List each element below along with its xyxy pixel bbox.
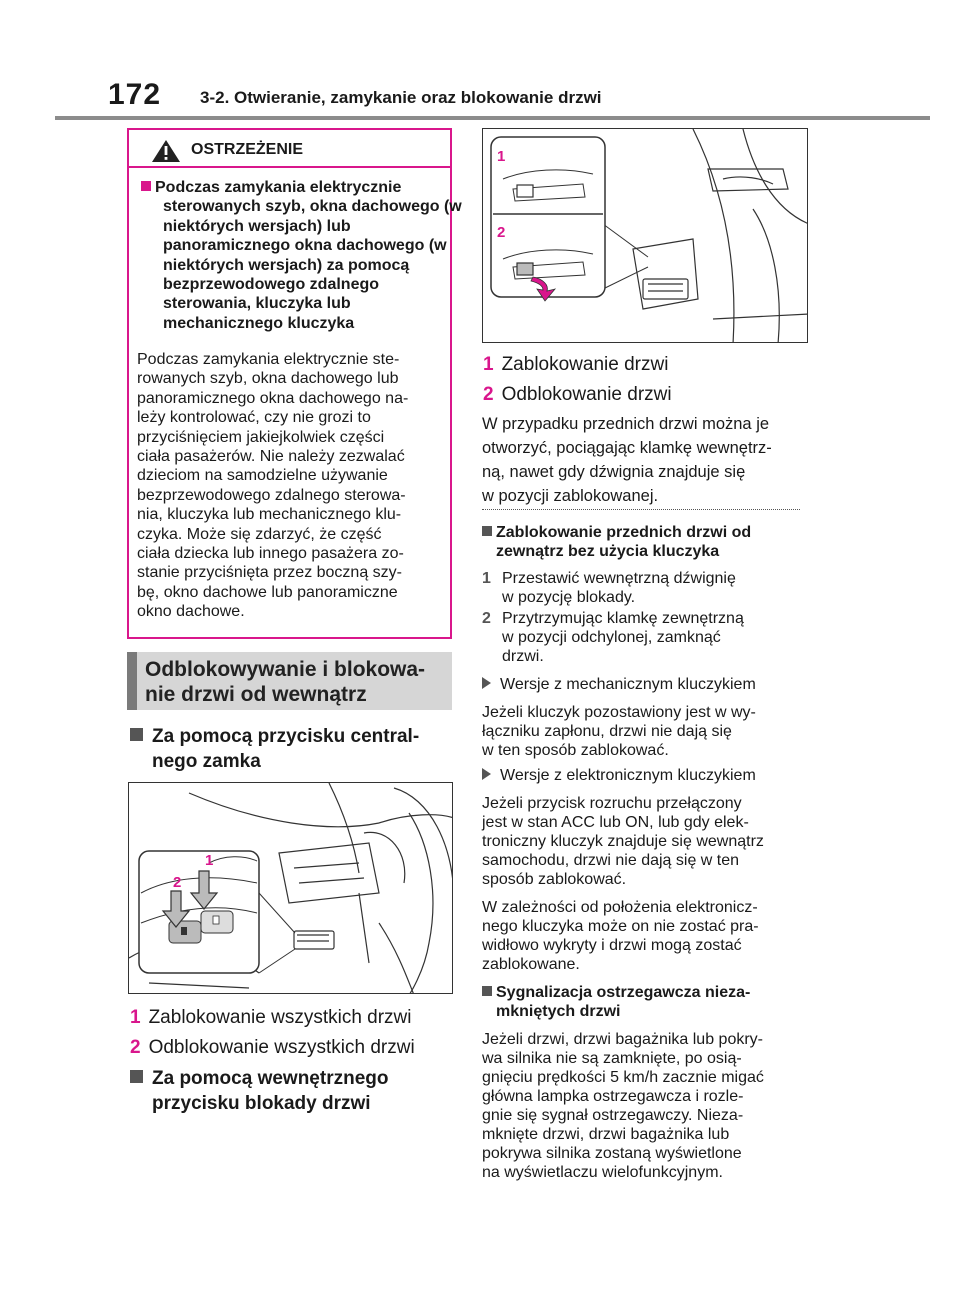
list-item: 1 Zablokowanie drzwi xyxy=(483,354,669,375)
header-rule xyxy=(55,116,930,120)
figure-central-lock xyxy=(128,782,453,994)
triangle-arrow-icon xyxy=(482,677,491,689)
bullet-square-icon xyxy=(482,986,492,996)
subheading-lock-without-key: Zablokowanie przednich drzwi od zewnątrz bez użycia kluczyka xyxy=(482,523,751,561)
warning-body: Podczas zamykania elektrycznie ste- rowanych szyb, okna dachowego lub panoramicznego okna dachowego na- leży kontrolować, czy nie grozi to przyciśnięciem jakiejkolwiek części ciała pasażerów. Nie należy zezwalać dzieciom na samodzielne używanie bezprzewodowego zdalnego sterowa- nia, kluczyka lub mechanicznego klu- czyka. Może się zdarzyć, że część ciała dziecka lub innego pasażera zo- stanie przyciśnięta przez boczną szy- bę, okno dachowe lub panoramiczne okno dachowe. xyxy=(137,351,409,621)
paragraph-door-warning: Jeżeli drzwi, drzwi bagażnika lub pokry- wa silnika nie są zamknięte, po osią- gnięciu prędkości 5 km/h zacznie migać główna lampka ostrzegawcza i rozle- gnie się sygnał ostrzegawczy. Nieza- mknięte drzwi, drzwi bagażnika lub pokrywa silnika zostaną wyświetlone na wyświetlaczu wielofunkcyjnym. xyxy=(482,1031,764,1181)
figure-door-lock xyxy=(482,128,808,343)
paragraph-front-doors: W przypadku przednich drzwi można je otworzyć, pociągając klamkę wewnętrz- ną, nawet gdy dźwignia znajduje się w pozycji zablokowanej. xyxy=(482,415,772,505)
section-heading xyxy=(127,652,452,710)
warning-header xyxy=(129,130,450,168)
bullet-square-icon xyxy=(482,526,492,536)
paragraph-electronic-key: Jeżeli przycisk rozruchu przełączony jest w stan ACC lub ON, lub gdy elek- troniczny kluczyk znajduje się wewnątrz samochodu, drzwi nie dają się w ten sposób zablokować. xyxy=(482,795,764,888)
subheading-central-lock: Za pomocą przycisku central- nego zamka xyxy=(130,724,419,774)
fig2-label-1: 1 xyxy=(497,148,506,165)
variant-mechanical-key: Wersje z mechanicznym kluczykiem xyxy=(482,675,756,694)
list-item: 1 Zablokowanie wszystkich drzwi xyxy=(130,1007,412,1028)
list-item: 2 Odblokowanie wszystkich drzwi xyxy=(130,1037,415,1058)
fig1-label-2: 2 xyxy=(173,874,182,891)
paragraph-mechanical-key: Jeżeli kluczyk pozostawiony jest w wy- łączniku zapłonu, drzwi nie dają się w ten sposób zablokować. xyxy=(482,704,756,759)
fig1-label-1: 1 xyxy=(205,852,214,869)
triangle-arrow-icon xyxy=(482,768,491,780)
step-item: 2 Przytrzymując klamkę zewnętrzną w pozycji odchylonej, zamknąć drzwi. xyxy=(482,610,744,665)
warning-heading: Podczas zamykania elektrycznie sterowanych szyb, okna dachowego (w niektórych wersjach) lub panoramicznego okna dachowego (w niektórych wersjach) za pomocą bezprzewodowego zdalnego sterowania, kluczyka lub mechanicznego kluczyka xyxy=(141,178,468,333)
bullet-square-icon xyxy=(141,181,151,191)
warning-icon xyxy=(151,139,181,163)
dashboard-illustration xyxy=(129,783,453,994)
variant-electronic-key: Wersje z elektronicznym kluczykiem xyxy=(482,766,756,785)
subheading-inner-lock-button: Za pomocą wewnętrznego przycisku blokady drzwi xyxy=(130,1066,388,1116)
bullet-square-icon xyxy=(130,728,143,741)
step-item: 1 Przestawić wewnętrzną dźwignię w pozycję blokady. xyxy=(482,570,736,606)
fig2-label-2: 2 xyxy=(497,224,506,241)
bullet-square-icon xyxy=(130,1070,143,1083)
section-title: 3-2. Otwieranie, zamykanie oraz blokowanie drzwi xyxy=(200,88,602,107)
warning-title: OSTRZEŻENIE xyxy=(191,141,304,158)
paragraph-key-detection: W zależności od położenia elektronicz- nego kluczyka może on nie zostać pra- widłowo wykryty i drzwi mogą zostać zablokowane. xyxy=(482,899,759,973)
section-heading-text: Odblokowywanie i blokowa- nie drzwi od wewnątrz xyxy=(145,658,426,706)
subheading-door-warning: Sygnalizacja ostrzegawcza nieza- mkniętych drzwi xyxy=(482,983,750,1021)
divider xyxy=(482,509,800,510)
list-item: 2 Odblokowanie drzwi xyxy=(483,384,672,405)
warning-box xyxy=(127,128,462,639)
door-panel-illustration xyxy=(483,129,808,343)
page-number: 172 xyxy=(108,78,162,111)
